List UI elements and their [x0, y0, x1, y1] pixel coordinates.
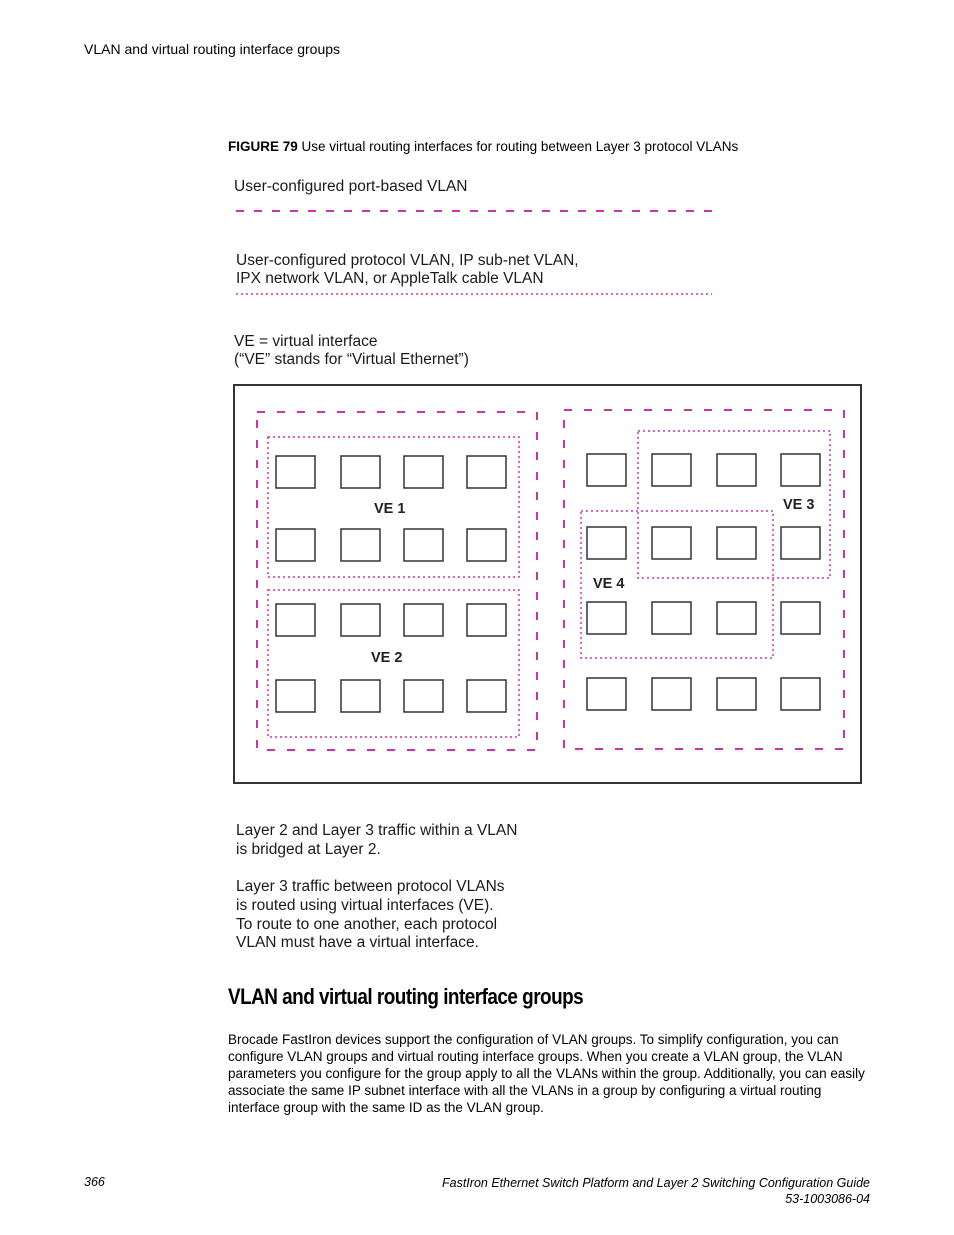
- ve2-label: VE 2: [371, 650, 403, 666]
- section-body: Brocade FastIron devices support the configuration of VLAN groups. To simplify configuration, you can configure VLAN groups and virtual routing interface groups. When you create a VLAN group, the VLAN parameters you configure for the group apply to all the VLANs within the group. Additionally, you can easily associate the same IP subnet interface with all the VLANs in a group by configuring a virtual routing interface group with the same ID as the VLAN group.: [228, 1032, 865, 1115]
- note2-line2: is routed using virtual interfaces (VE).: [236, 897, 494, 914]
- port: [781, 454, 820, 486]
- section-heading: VLAN and virtual routing interface groups: [228, 984, 584, 1009]
- figure-label: FIGURE 79: [228, 139, 298, 154]
- legend-protocol-vlan-line2: IPX network VLAN, or AppleTalk cable VLAN: [236, 270, 544, 287]
- port: [587, 454, 626, 486]
- port: [652, 602, 691, 634]
- note2-line4: VLAN must have a virtual interface.: [236, 934, 479, 951]
- port: [341, 529, 380, 561]
- page-number: 366: [84, 1175, 105, 1189]
- legend-ve-line1: VE = virtual interface: [234, 333, 378, 350]
- legend-protocol-vlan-line1: User-configured protocol VLAN, IP sub-net VLAN,: [236, 252, 579, 269]
- note1-line1: Layer 2 and Layer 3 traffic within a VLAN: [236, 822, 518, 839]
- port: [404, 456, 443, 488]
- ve4-label: VE 4: [593, 576, 625, 592]
- legend-port-vlan-label: User-configured port-based VLAN: [234, 178, 468, 195]
- port: [276, 604, 315, 636]
- running-header: VLAN and virtual routing interface groups: [84, 41, 341, 57]
- note1-line2: is bridged at Layer 2.: [236, 841, 381, 858]
- port: [341, 456, 380, 488]
- port: [781, 678, 820, 710]
- port: [404, 680, 443, 712]
- port: [276, 456, 315, 488]
- port: [717, 454, 756, 486]
- footer-doc-info: [442, 1175, 870, 1207]
- port-vlan-left: [257, 412, 537, 750]
- port: [341, 604, 380, 636]
- port: [587, 678, 626, 710]
- ve1-label: VE 1: [374, 501, 406, 517]
- figure-caption-text: Use virtual routing interfaces for routing between Layer 3 protocol VLANs: [301, 139, 739, 154]
- port: [467, 680, 506, 712]
- device-outline: [234, 385, 861, 783]
- port: [467, 604, 506, 636]
- port: [404, 529, 443, 561]
- footer-doc-title: FastIron Ethernet Switch Platform and Layer 2 Switching Configuration Guide: [442, 1176, 870, 1190]
- note2-line1: Layer 3 traffic between protocol VLANs: [236, 878, 505, 895]
- port: [717, 678, 756, 710]
- port: [652, 527, 691, 559]
- port: [781, 527, 820, 559]
- port: [276, 529, 315, 561]
- port: [587, 527, 626, 559]
- port: [652, 678, 691, 710]
- port: [781, 602, 820, 634]
- port: [341, 680, 380, 712]
- port: [467, 529, 506, 561]
- footer-doc-number: 53-1003086-04: [785, 1192, 870, 1206]
- port: [467, 456, 506, 488]
- ve3-label: VE 3: [783, 497, 815, 513]
- port: [717, 602, 756, 634]
- note2-line3: To route to one another, each protocol: [236, 916, 498, 933]
- port: [276, 680, 315, 712]
- port: [587, 602, 626, 634]
- port: [404, 604, 443, 636]
- port: [652, 454, 691, 486]
- legend-ve-line2: (“VE” stands for “Virtual Ethernet”): [234, 351, 469, 368]
- port: [717, 527, 756, 559]
